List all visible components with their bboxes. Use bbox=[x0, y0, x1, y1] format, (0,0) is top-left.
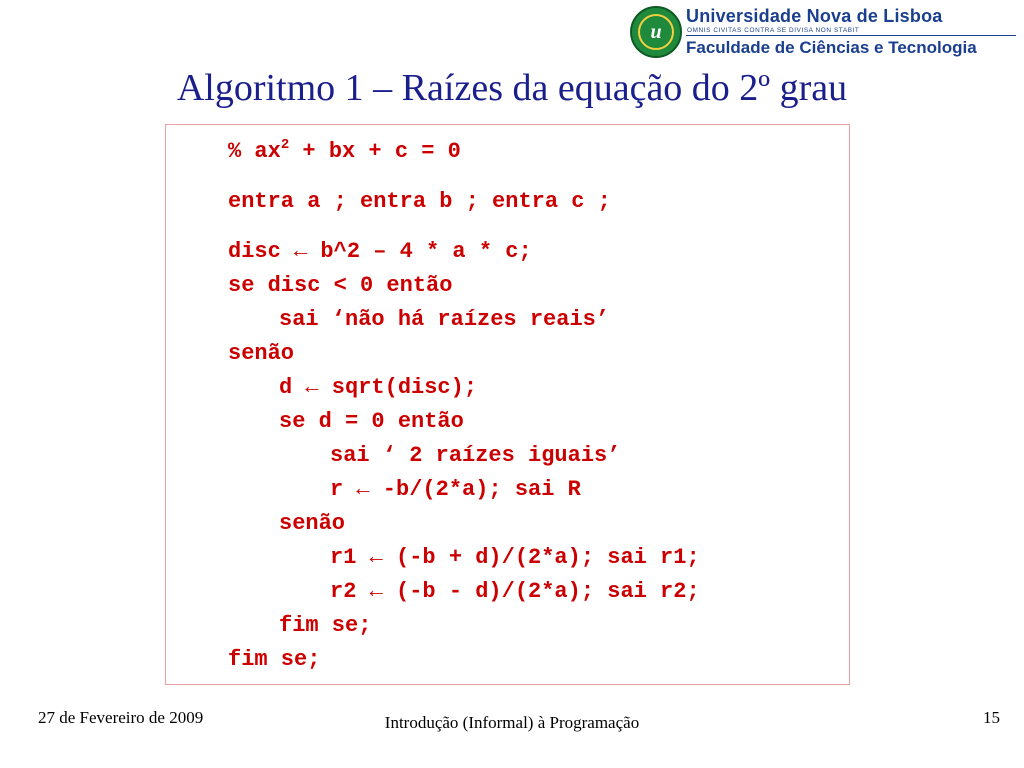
logo-motto: OMNIS CIVITAS CONTRA SE DIVISA NON STABIT bbox=[687, 27, 860, 34]
code-box bbox=[165, 124, 850, 685]
code-line: r1 ← (-b + d)/(2*a); sai r1; bbox=[330, 545, 700, 570]
code-line: fim se; bbox=[279, 613, 372, 638]
comment-rest: + bx + c = 0 bbox=[289, 139, 461, 164]
comment-ax: ax bbox=[254, 139, 281, 164]
algorithm-code bbox=[228, 135, 700, 677]
code-line: r ← -b/(2*a); sai R bbox=[330, 477, 581, 502]
unl-emblem-icon: u bbox=[630, 6, 682, 58]
code-line: senão bbox=[228, 341, 295, 366]
code-line: d ← sqrt(disc); bbox=[279, 375, 478, 400]
code-comment-line bbox=[228, 135, 700, 169]
code-line: sai ‘não há raízes reais’ bbox=[279, 307, 610, 332]
code-line: fim se; bbox=[228, 647, 321, 672]
footer-date: 27 de Fevereiro de 2009 bbox=[38, 708, 204, 727]
code-line: senão bbox=[279, 511, 346, 536]
code-line: entra a ; entra b ; entra c ; bbox=[228, 189, 611, 214]
logo-faculty-name: Faculdade de Ciências e Tecnologia bbox=[686, 38, 977, 57]
code-line: se disc < 0 então bbox=[228, 273, 453, 298]
comment-exponent: 2 bbox=[280, 137, 290, 153]
logo-university-name: Universidade Nova de Lisboa bbox=[686, 6, 943, 26]
code-line: se d = 0 então bbox=[279, 409, 464, 434]
slide-number: 15 bbox=[983, 708, 1000, 727]
slide-title: Algoritmo 1 – Raízes da equação do 2º grau bbox=[176, 67, 848, 109]
university-logo bbox=[630, 4, 1020, 60]
logo-divider bbox=[686, 35, 1016, 36]
footer-course-title: Introdução (Informal) à Programação bbox=[384, 713, 640, 732]
code-line: disc ← b^2 – 4 * a * c; bbox=[228, 239, 532, 264]
comment-prefix: % bbox=[228, 139, 255, 164]
code-line: r2 ← (-b - d)/(2*a); sai r2; bbox=[330, 579, 700, 604]
code-line: sai ‘ 2 raízes iguais’ bbox=[330, 443, 621, 468]
